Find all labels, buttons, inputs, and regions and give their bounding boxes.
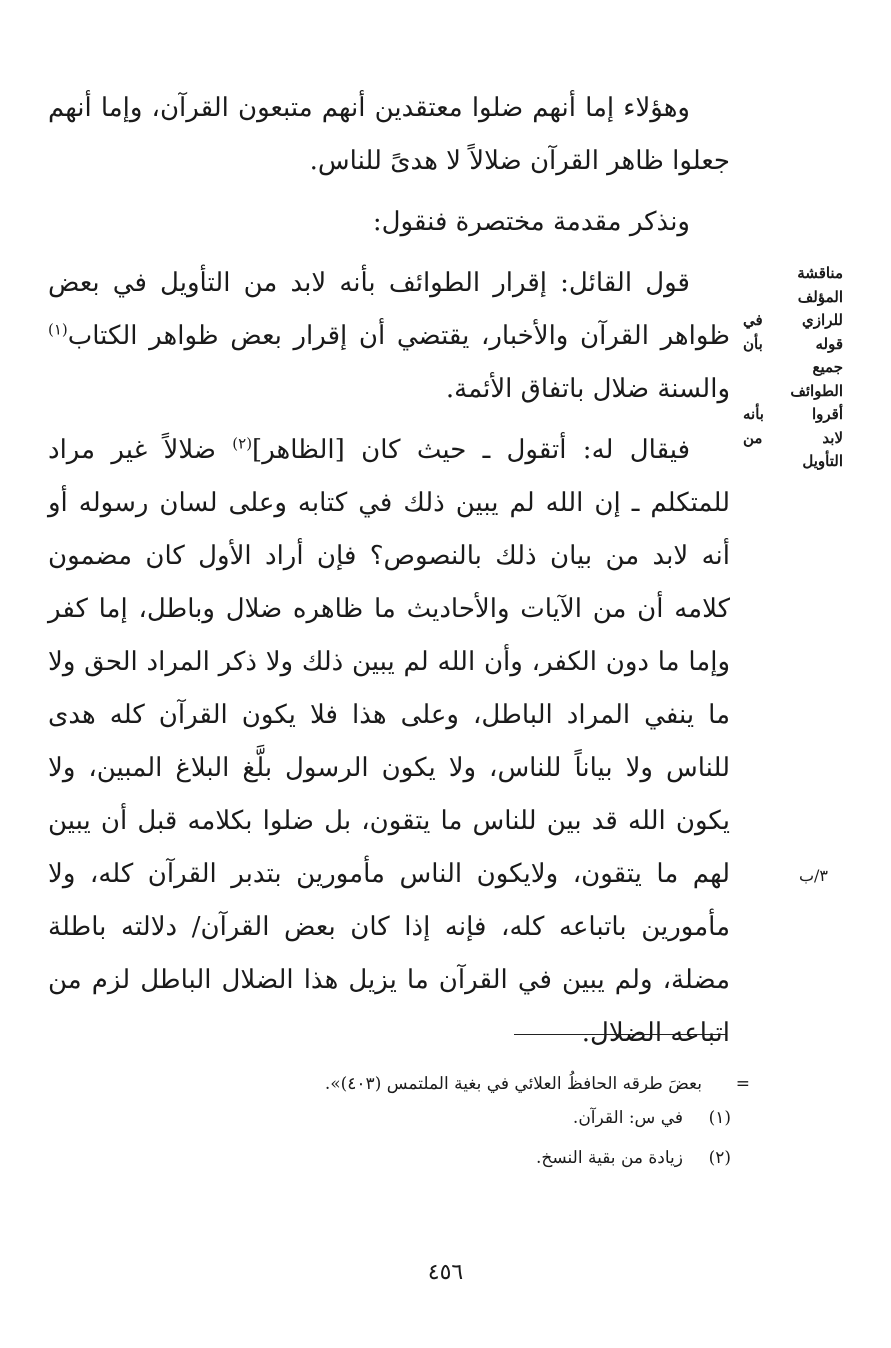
margin-note-line: الطوائف bbox=[790, 381, 843, 400]
margin-note-line: جميع bbox=[812, 358, 843, 376]
main-text bbox=[48, 82, 730, 1060]
footnote-text: زيادة من بقية النسخ. bbox=[535, 1148, 683, 1168]
paragraph-1: وهؤلاء إما أنهم ضلوا معتقدين أنهم متبعون القرآن، وإما أنهم جعلوا ظاهر القرآن ضلالاً لا هدىً للناس. bbox=[48, 93, 730, 176]
footnote-ref-1: (١) bbox=[48, 320, 68, 339]
margin-note-line: قوله بأن bbox=[743, 334, 843, 353]
paragraph-4 bbox=[48, 424, 730, 1060]
page-number: ٤٥٦ bbox=[427, 1260, 464, 1285]
continuation-mark: = bbox=[735, 1074, 750, 1094]
margin-note bbox=[743, 262, 843, 474]
paragraph-2: ونذكر مقدمة مختصرة فنقول: bbox=[372, 207, 690, 237]
paragraph-4-text-a: فيقال له: أتقول ـ حيث كان [الظاهر] bbox=[252, 435, 690, 465]
footnote-number: (١) bbox=[708, 1108, 731, 1128]
margin-note-line: المؤلف bbox=[797, 287, 843, 306]
margin-note-line: للرازي في bbox=[743, 311, 843, 329]
margin-note-line: التأويل bbox=[802, 452, 843, 470]
continuation-text: بعضَ طرقه الحافظُ العلائي في بغية الملتمس (٤٠٣)». bbox=[324, 1074, 702, 1094]
footnote-1 bbox=[211, 1104, 731, 1132]
paragraph-3 bbox=[48, 257, 730, 416]
footnote-2 bbox=[211, 1144, 731, 1172]
footnote-number: (٢) bbox=[708, 1148, 731, 1168]
margin-note-line: أقروا بأنه bbox=[743, 405, 843, 423]
margin-note-line: مناقشة bbox=[797, 264, 843, 282]
manuscript-folio-marker: ٣/ب bbox=[798, 866, 828, 885]
paragraph-3-text-b: والسنة ضلال باتفاق الأئمة. bbox=[445, 374, 730, 404]
footnote-text: في س: القرآن. bbox=[572, 1108, 683, 1128]
paragraph-3-text-a: قول القائل: إقرار الطوائف بأنه لابد من التأويل في بعض ظواهر القرآن والأخبار، يقتضي أن إقرار بعض ظواهر الكتاب bbox=[48, 268, 730, 351]
footnote-ref-2: (٢) bbox=[232, 434, 253, 453]
footnote-separator bbox=[514, 1034, 726, 1035]
margin-note-line: لابد من bbox=[743, 428, 843, 447]
footnote-continuation bbox=[200, 1070, 750, 1098]
paragraph-4-text-b: ضلالاً غير مراد للمتكلم ـ إن الله لم يبين ذلك في كتابه وعلى لسان رسوله أو أنه لابد من بيان ذلك بالنصوص؟ فإن أراد الأول كان مضمون كلامه أن من الآيات والأحاديث ما ظاهره ضلال وباطل، إما كفر وإما ما دون الكفر، وأن الله لم يبين ذلك ولا ذكر المراد الحق ولا ما ينفي المراد الباطل، وعلى هذا فلا يكون القرآن كله هدى للناس ولا بياناً للناس، ولا يكون الرسول بلَّغ البلاغ المبين، ولا يكون الله قد بين للناس ما يتقون، بل ضلوا بكلامه قبل أن يبين لهم ما يتقون، ولايكون الناس مأمورين بتدبر القرآن كله، ولا مأمورين باتباعه كله، فإنه إذا كان بعض القرآن/ دلالته باطلة مضلة، ولم يبين في القرآن ما يزيل هذا الضلال الباطل لزم من اتباعه الضلال. bbox=[48, 435, 730, 1048]
